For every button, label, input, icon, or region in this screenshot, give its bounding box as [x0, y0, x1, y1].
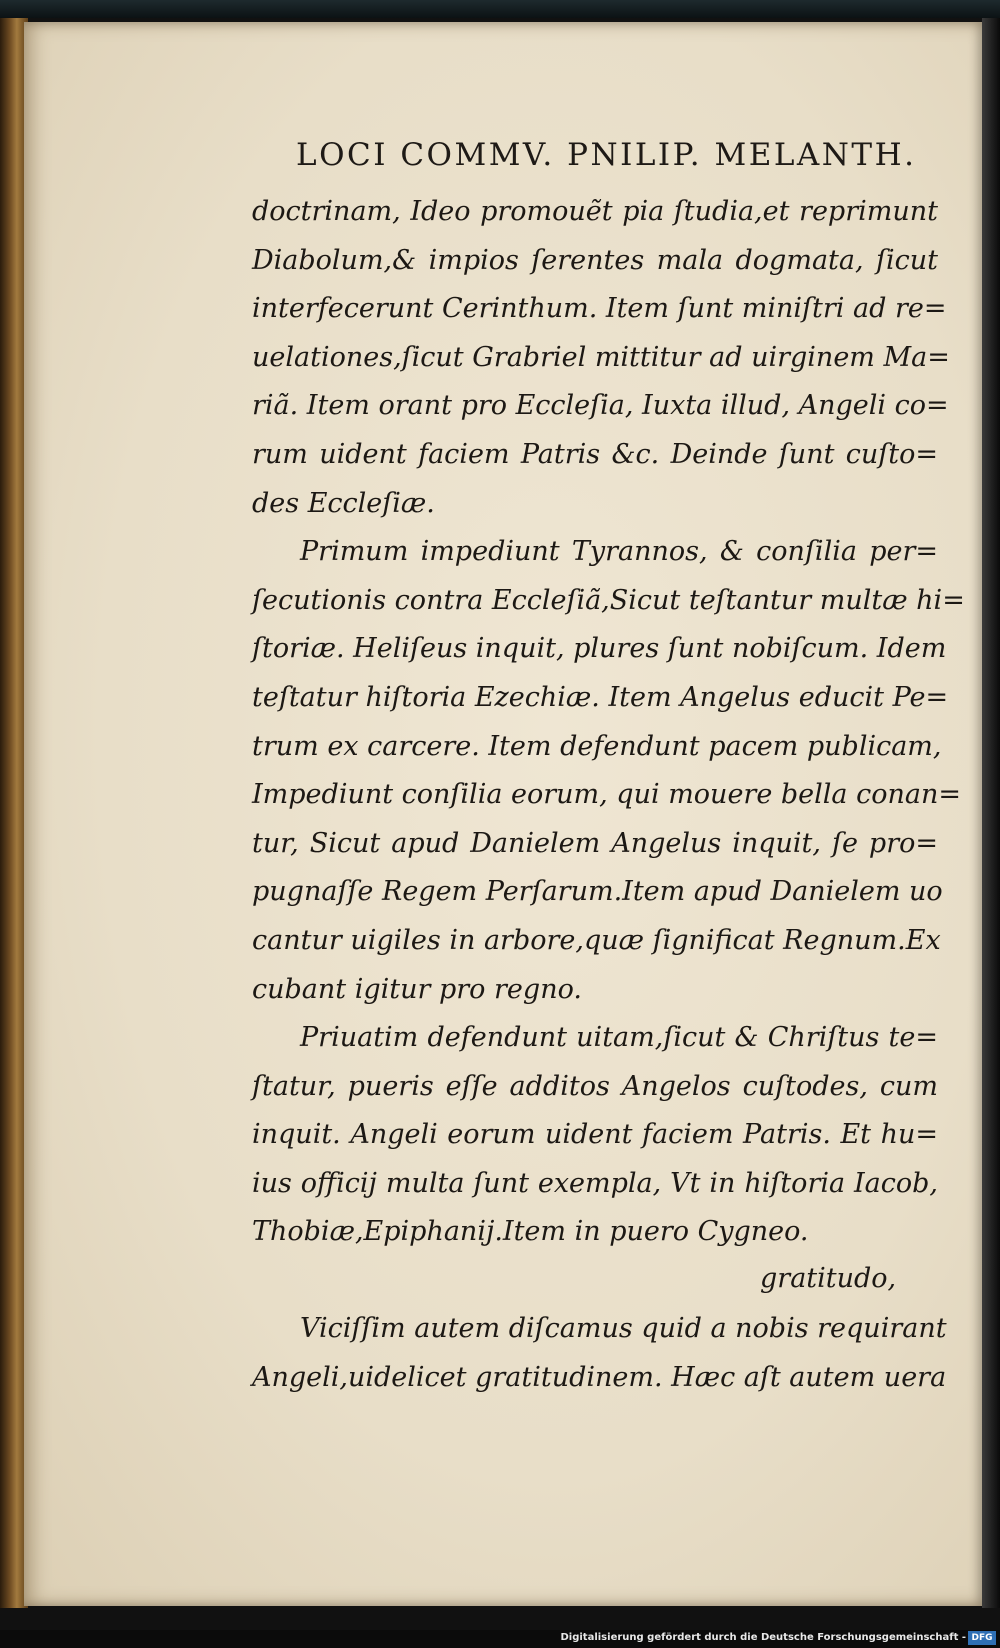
- book-top-edge: [0, 0, 1000, 18]
- text-line: tur, Sicut apud Danielem Angelus inquit, ſe pro=: [252, 827, 938, 859]
- text-line: cubant igitur pro regno.: [252, 973, 582, 1005]
- text-line: rum uident faciem Patris &c. Deinde ſunt cuſto=: [252, 438, 938, 470]
- text-line: ius officij multa ſunt exempla, Vt in hiſtoria Iacob,: [252, 1167, 938, 1199]
- text-line: Primum impediunt Tyrannos, & conſilia per=: [300, 536, 938, 568]
- dfg-logo: DFG: [968, 1631, 996, 1645]
- text-line: uelationes,ſicut Grabriel mittitur ad uirginem Ma=: [252, 341, 950, 373]
- text-line: Viciſſim autem diſcamus quid a nobis requirant: [300, 1313, 947, 1345]
- text-line: inquit. Angeli eorum uident faciem Patris. Et hu=: [252, 1119, 938, 1151]
- text-line: trum ex carcere. Item defendunt pacem publicam,: [252, 730, 942, 762]
- catchword: gratitudo,: [760, 1263, 897, 1294]
- text-line: ſecutionis contra Eccleſiã,Sicut teſtantur multæ hi=: [252, 584, 965, 616]
- text-line: Priuatim defendunt uitam,ſicut & Chriſtus te=: [300, 1022, 938, 1054]
- text-line: cantur uigiles in arbore,quæ ſignificat Regnum.Ex: [252, 924, 941, 956]
- text-line: doctrinam, Ideo promouẽt pia ſtudia,et reprimunt: [252, 196, 938, 227]
- text-line: Thobiæ,Epiphanij.Item in puero Cygneo.: [252, 1216, 809, 1248]
- text-line: Angeli,uidelicet gratitudinem. Hæc aſt autem uera: [252, 1361, 947, 1393]
- text-line: interfecerunt Cerinthum. Item ſunt miniſtri ad re=: [252, 293, 947, 325]
- text-line: des Eccleſiæ.: [252, 487, 435, 519]
- text-line: ſtatur, pueris eſſe additos Angelos cuſtodes, cum: [252, 1070, 938, 1102]
- running-header: LOCI COMMV. PNILIP. MELANTH.: [296, 137, 917, 173]
- text-line: ſtoriæ. Heliſeus inquit, plures ſunt nobiſcum. Idem: [252, 633, 947, 665]
- text-line: pugnaſſe Regem Perſarum.Item apud Danielem uo: [252, 876, 943, 908]
- funding-credit: Digitalisierung gefördert durch die Deutsche Forschungsgemeinschaft -: [560, 1632, 966, 1643]
- book-right-edge: [982, 18, 1000, 1608]
- text-line: riã. Item orant pro Eccleſia, Iuxta illud, Angeli co=: [252, 390, 949, 422]
- page-body: [252, 188, 965, 1402]
- text-line: Diabolum,& impios ſerentes mala dogmata, ſicut: [252, 244, 938, 276]
- text-line: teſtatur hiſtoria Ezechiæ. Item Angelus educit Pe=: [252, 681, 949, 713]
- text-line: Impediunt conſilia eorum, qui mouere bella conan=: [252, 779, 961, 811]
